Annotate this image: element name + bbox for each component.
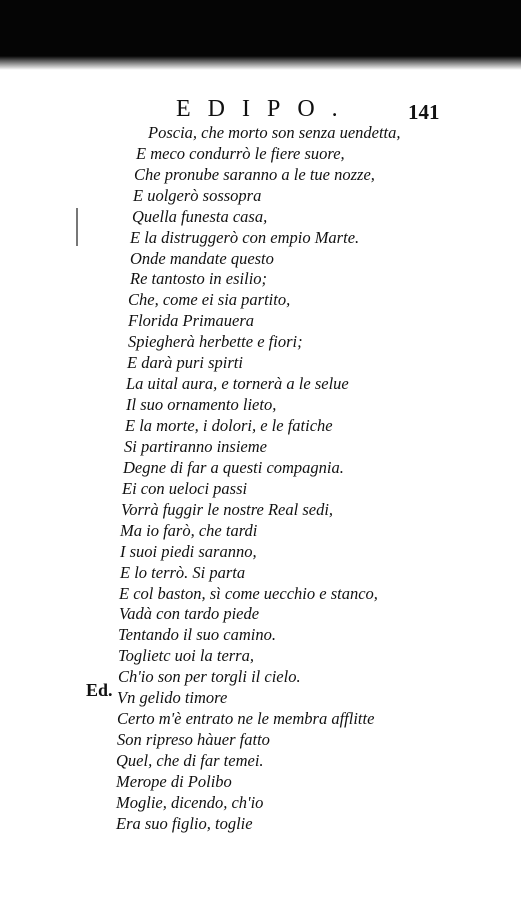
verse-line: Merope di Polibo (116, 772, 232, 791)
verse-line: E la morte, i dolori, e le fatiche (125, 416, 333, 435)
verse-line: Ma io farò, che tardi (120, 521, 258, 540)
verse-line: Son ripreso hàuer fatto (117, 730, 270, 749)
verse-line: Ei con ueloci passi (122, 479, 248, 498)
verse-line: Spiegherà herbette e fiori; (128, 332, 303, 351)
verse-line: Tentando il suo camino. (118, 625, 276, 644)
verse-line: Degne di far a questi compagnia. (123, 458, 344, 477)
verse-line: Quel, che di far temei. (116, 751, 264, 770)
verse-line: Il suo ornamento lieto, (126, 395, 277, 414)
verse-line: E meco condurrò le fiere suore, (136, 144, 345, 163)
verse-line: Vorrà fuggir le nostre Real sedi, (121, 500, 334, 519)
verse-line: Ch'io son per torgli il cielo. (118, 667, 301, 686)
verse-line: Vn gelido timore (117, 688, 228, 707)
verse-line: Florida Primauera (128, 311, 255, 330)
verse-line: Onde mandate questo (130, 249, 274, 268)
verse-line: Moglie, dicendo, ch'io (116, 793, 264, 812)
running-head: EDIPO. (176, 96, 355, 122)
verse-line: E lo terrò. Si parta (120, 563, 246, 582)
verse-line: Era suo figlio, toglie (116, 814, 253, 833)
verse-line: Che, come ei sia partito, (128, 290, 291, 309)
verse-line: Certo m'è entrato ne le membra afflitte (117, 709, 375, 728)
speaker-label: Ed. (86, 680, 113, 700)
verse-line: E darà puri spirti (127, 353, 243, 372)
verse-line: Quella funesta casa, (132, 207, 268, 226)
verse-line: Toglietc uoi la terra, (118, 646, 254, 665)
verse-line: E uolgerò sossopra (133, 186, 262, 205)
verse-line: E col baston, sì come uecchio e stanco, (119, 584, 378, 603)
verse-line: E la distruggerò con empio Marte. (130, 228, 360, 247)
verse-line: Re tantosto in esilio; (130, 269, 268, 288)
verse-line: Vadà con tardo piede (119, 604, 260, 623)
verse-line: I suoi piedi saranno, (120, 542, 257, 561)
verse-line: Si partiranno insieme (124, 437, 267, 456)
page-number: 141 (408, 100, 440, 124)
verse-line: Che pronube saranno a le tue nozze, (134, 165, 375, 184)
verse-line: La uital aura, e tornerà a le selue (126, 374, 349, 393)
verse-line: Poscia, che morto son senza uendetta, (148, 123, 401, 142)
